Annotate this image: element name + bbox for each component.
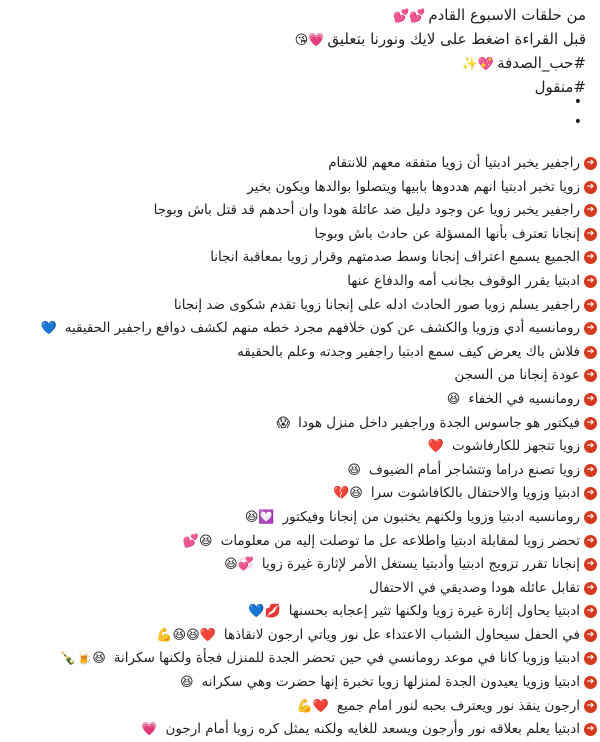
list-item-text: تحضر زويا لمقابلة ادبتيا واطلاعه عل ما توصلت إليه من معلومات	[220, 532, 580, 549]
red-circle-arrow-icon: ➔	[584, 322, 597, 335]
red-circle-arrow-icon: ➔	[584, 299, 597, 312]
list-item	[0, 246, 600, 270]
list-item	[0, 435, 600, 459]
emoji-icon: 💞😆	[224, 557, 254, 573]
red-circle-arrow-icon: ➔	[584, 723, 597, 736]
emoji-icon: 💙	[40, 321, 57, 337]
list-item	[0, 671, 600, 695]
list-item	[0, 176, 600, 200]
list-item-text: ارجون ينقذ نور ويعترف بحبه لنور امام جميع	[336, 697, 580, 714]
list-item-text: زويا تتجهز للكارفاشوت	[452, 438, 580, 455]
list-item	[0, 624, 600, 648]
red-circle-arrow-icon: ➔	[584, 369, 597, 382]
emoji-icon: ❤️😆😆💪	[156, 627, 216, 643]
emoji-icon: 💋💙	[248, 604, 281, 620]
list-item	[0, 577, 600, 601]
list-item	[0, 506, 600, 530]
list-item	[0, 600, 600, 624]
red-circle-arrow-icon: ➔	[584, 251, 597, 264]
list-item	[0, 294, 600, 318]
episode-items-list	[0, 152, 600, 742]
list-item-text: ادبتيا يقرر الوقوف بجانب أمه والدفاع عنها	[347, 272, 580, 289]
list-item	[0, 270, 600, 294]
red-circle-arrow-icon: ➔	[584, 582, 597, 595]
list-item	[0, 718, 600, 742]
red-circle-arrow-icon: ➔	[584, 629, 597, 642]
list-item-text: رومانسيه ادبتيا وزويا ولكنهم يختبون من إنجانا وفيكتور	[282, 508, 580, 525]
red-circle-arrow-icon: ➔	[584, 393, 597, 406]
list-item-text: إنجانا تعترف بأنها المسؤلة عن حادث باش وبوجا	[314, 225, 580, 242]
list-item-text: فلاش باك يعرض كيف سمع ادبتيا راجفير وجدته وعلم بالحقيقه	[237, 343, 580, 360]
red-circle-arrow-icon: ➔	[584, 417, 597, 430]
post-header	[16, 4, 586, 98]
list-item-text: رومانسيه أدي وزويا والكشف عن كون خلافهم مجرد خطه منهم لكشف دوافع راجفير الحقيقيه	[64, 320, 580, 337]
header-text: قبل القراءة اضغط على لايك ونورنا بتعليق	[327, 30, 586, 48]
list-item	[0, 341, 600, 365]
list-item	[0, 152, 600, 176]
header-text: من حلقات الاسبوع القادم	[428, 6, 586, 24]
list-item	[0, 388, 600, 412]
list-item-text: راجفير يسلم زويا صور الحادث ادله على إنجانا زويا تقدم شكوى ضد إنجانا	[173, 296, 580, 313]
emoji-icon: 💗😘	[294, 33, 325, 48]
list-item-text: في الحفل سيحاول الشباب الاعتداء عل نور وياتي ارجون لانقاذها	[223, 626, 580, 643]
list-item	[0, 412, 600, 436]
list-item	[0, 530, 600, 554]
list-item	[0, 364, 600, 388]
bullet-point: •	[573, 114, 582, 130]
emoji-icon: 😆	[179, 675, 194, 691]
emoji-icon: 💖✨	[461, 57, 495, 72]
red-circle-arrow-icon: ➔	[584, 487, 597, 500]
bullet-list	[542, 92, 582, 132]
red-circle-arrow-icon: ➔	[584, 511, 597, 524]
list-item	[0, 482, 600, 506]
red-circle-arrow-icon: ➔	[584, 535, 597, 548]
hashtag-link[interactable]	[16, 76, 586, 98]
list-item-text: زويا تخبر ادبتيا انهم هددوها بابيها ويتصلوا بوالدها ويكون بخير	[247, 178, 580, 195]
list-item-text: رومانسيه في الخفاء	[468, 390, 580, 407]
red-circle-arrow-icon: ➔	[584, 181, 597, 194]
list-item-text: ادبتيا وزويا والاحتفال بالكافاشوت سرا	[370, 485, 580, 502]
red-circle-arrow-icon: ➔	[584, 275, 597, 288]
list-item-text: ادبتيا يعلم بعلاقه نور وأرجون ويسعد للغايه ولكنه يمثل كره زويا أمام ارجون	[165, 721, 580, 738]
list-item	[0, 317, 600, 341]
emoji-icon: ❤️💪	[296, 698, 329, 714]
red-circle-arrow-icon: ➔	[584, 605, 597, 618]
emoji-icon: 💟😆	[244, 509, 275, 525]
emoji-icon: 😆💔	[333, 486, 363, 502]
red-circle-arrow-icon: ➔	[584, 676, 597, 689]
list-item-text: ادبتيا يحاول إثارة غيرة زويا ولكنها تثير إعجابه بحسنها	[288, 603, 580, 620]
list-item-text: الجميع يسمع اعتراف إنجانا وسط صدمتهم وقرار زويا بمعاقبة انجانا	[210, 249, 580, 266]
list-item-text: فيكتور هو جاسوس الجدة وراجفير داخل منزل هودا	[298, 414, 580, 431]
emoji-icon: 😆	[446, 391, 461, 407]
red-circle-arrow-icon: ➔	[584, 228, 597, 241]
emoji-icon: 😆💕	[182, 533, 213, 549]
header-line	[16, 28, 586, 52]
list-item	[0, 647, 600, 671]
list-item-text: تقابل عائله هودا وصديقي في الاحتفال	[369, 579, 580, 596]
list-item-text: ادبتيا وزويا يعيدون الجدة لمنزلها زويا تخبرة إنها حضرت وهي سكرانه	[201, 674, 580, 691]
red-circle-arrow-icon: ➔	[584, 157, 597, 170]
emoji-icon: 😆🍺🍾	[59, 651, 106, 667]
red-circle-arrow-icon: ➔	[584, 558, 597, 571]
list-item	[0, 199, 600, 223]
red-circle-arrow-icon: ➔	[584, 700, 597, 713]
list-item	[0, 695, 600, 719]
header-line	[16, 4, 586, 28]
red-circle-arrow-icon: ➔	[584, 652, 597, 665]
red-circle-arrow-icon: ➔	[584, 204, 597, 217]
list-item-text: ادبتيا وزويا كانا في موعد رومانسي في حين تحضر الجدة للمنزل فجأة ولكنها سكرانة	[113, 650, 580, 667]
list-item	[0, 223, 600, 247]
list-item-text: راجفير يخبر ادبتيا أن زويا متفقه معهم للانتقام	[328, 155, 580, 171]
emoji-icon: ❤️	[427, 439, 445, 455]
list-item	[0, 553, 600, 577]
emoji-icon: 💕💕	[392, 9, 426, 24]
red-circle-arrow-icon: ➔	[584, 440, 597, 453]
list-item-text: راجفير يخبر زويا عن وجود دليل ضد عائلة هودا وان أحدهم قد قتل باش وبوجا	[153, 202, 580, 219]
emoji-icon: 😱	[276, 415, 291, 431]
emoji-icon: 😆	[347, 462, 361, 478]
red-circle-arrow-icon: ➔	[584, 346, 597, 359]
list-item-text: إنجانا تقرر تزويج ادبتيا وأدبتيا يستغل الأمر لإثارة غيرة زويا	[261, 556, 580, 573]
emoji-icon: 💗	[141, 722, 158, 738]
bullet-point: •	[573, 94, 582, 110]
hashtag-text[interactable]: #حب_الصدفة	[497, 54, 586, 72]
list-item	[0, 459, 600, 483]
list-item-text: عودة إنجانا من السجن	[454, 367, 580, 384]
hashtag-link[interactable]	[16, 52, 586, 76]
list-item-text: زويا تصنع دراما وتتشاجر أمام الضيوف	[368, 461, 580, 478]
red-circle-arrow-icon: ➔	[584, 464, 597, 477]
hashtag-text[interactable]: #منقول	[534, 78, 586, 96]
